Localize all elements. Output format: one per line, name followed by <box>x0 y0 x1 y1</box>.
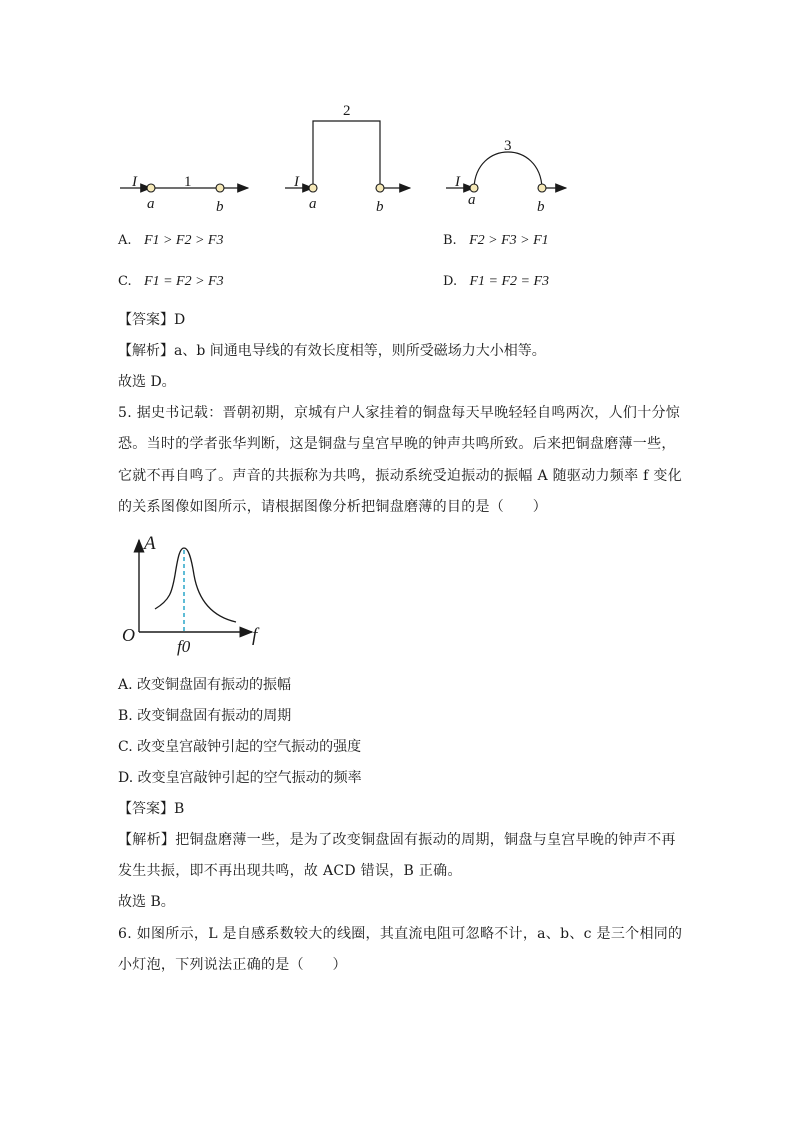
q5-conclusion: 故选 B。 <box>118 894 175 910</box>
wire-3-end-b: b <box>537 199 545 215</box>
q4-option-b <box>443 231 549 251</box>
q5-option-b: B. 改变铜盘固有振动的周期 <box>118 708 292 724</box>
q5-analysis-line-1: 【解析】把铜盘磨薄一些，是为了改变铜盘固有振动的周期，铜盘与皇宫早晚的钟声不再 <box>118 832 676 848</box>
resonance-curve <box>155 548 236 622</box>
q4-analysis-tag: 【解析】 <box>118 343 174 359</box>
q5-stem-line-1: 5. 据史书记载：晋朝初期，京城有户人家挂着的铜盘每天早晚轻轻自鸣两次，人们十分惊 <box>118 405 681 421</box>
q4-option-d-letter: D. <box>443 274 458 289</box>
q4-option-c <box>118 272 224 292</box>
q5-stem-line-4: 的关系图像如图所示，请根据图像分析把铜盘磨薄的目的是（ ） <box>118 499 547 515</box>
wire-2-end-b: b <box>376 199 384 215</box>
q6-stem-line-2: 小灯泡，下列说法正确的是（ ） <box>118 957 347 973</box>
wire-2-diagram <box>285 103 410 215</box>
wire-2-current-label: I <box>294 174 299 190</box>
q5-option-a: A. 改变铜盘固有振动的振幅 <box>118 677 292 693</box>
q4-analysis-text: a、b 间通电导线的有效长度相等，则所受磁场力大小相等。 <box>174 343 546 359</box>
q5-analysis-line-2: 发生共振，即不再出现共鸣，故 ACD 错误，B 正确。 <box>118 863 462 879</box>
origin-label: O <box>122 625 135 645</box>
q6-stem-line-1: 6. 如图所示，L 是自感系数较大的线圈，其直流电阻可忽略不计，a、b、c 是三个相同的 <box>118 926 683 942</box>
q4-option-c-letter: C. <box>118 274 132 289</box>
x-axis-label: f <box>252 625 258 646</box>
q4-option-b-letter: B. <box>443 233 457 248</box>
y-axis-label: A <box>144 533 156 554</box>
q4-conclusion: 故选 D。 <box>118 374 176 390</box>
wire-1-diagram <box>120 174 248 215</box>
q5-stem-line-2: 恐。当时的学者张华判断，这是铜盘与皇宫早晚的钟声共鸣所致。后来把铜盘磨薄一些， <box>118 436 676 452</box>
q5-answer: 【答案】B <box>118 801 185 817</box>
q4-answer: 【答案】D <box>118 312 186 328</box>
wire-3-end-a: a <box>468 192 476 208</box>
q4-option-a <box>118 231 224 251</box>
wire-2-number: 2 <box>343 103 351 119</box>
q4-option-b-text: F2 > F3 > F1 <box>469 233 549 248</box>
three-wires-figure <box>110 95 590 220</box>
q5-stem-line-3: 它就不再自鸣了。声音的共振称为共鸣，振动系统受迫振动的振幅 A 随驱动力频率 f 变化 <box>118 468 682 484</box>
wire-1-end-a: a <box>147 196 155 212</box>
q4-option-d <box>443 272 549 292</box>
resonance-curve-graph <box>115 530 275 660</box>
wire-3-diagram <box>446 138 566 215</box>
q4-analysis <box>118 341 546 361</box>
wire-2-end-a: a <box>309 196 317 212</box>
wire-3-number: 3 <box>504 138 512 154</box>
wire-1-number: 1 <box>184 174 192 190</box>
q5-option-c: C. 改变皇宫敲钟引起的空气振动的强度 <box>118 739 362 755</box>
q4-option-a-text: F1 > F2 > F3 <box>143 233 224 248</box>
q4-option-c-text: F1 = F2 > F3 <box>144 274 224 289</box>
wire-1-current-label: I <box>132 174 137 190</box>
q4-option-a-letter: A. <box>118 233 132 248</box>
peak-frequency-label: f0 <box>177 637 191 656</box>
wire-1-end-b: b <box>216 199 224 215</box>
q4-option-d-text: F1 = F2 = F3 <box>469 274 550 289</box>
wire-3-current-label: I <box>455 174 460 190</box>
q5-option-d: D. 改变皇宫敲钟引起的空气振动的频率 <box>118 770 362 786</box>
